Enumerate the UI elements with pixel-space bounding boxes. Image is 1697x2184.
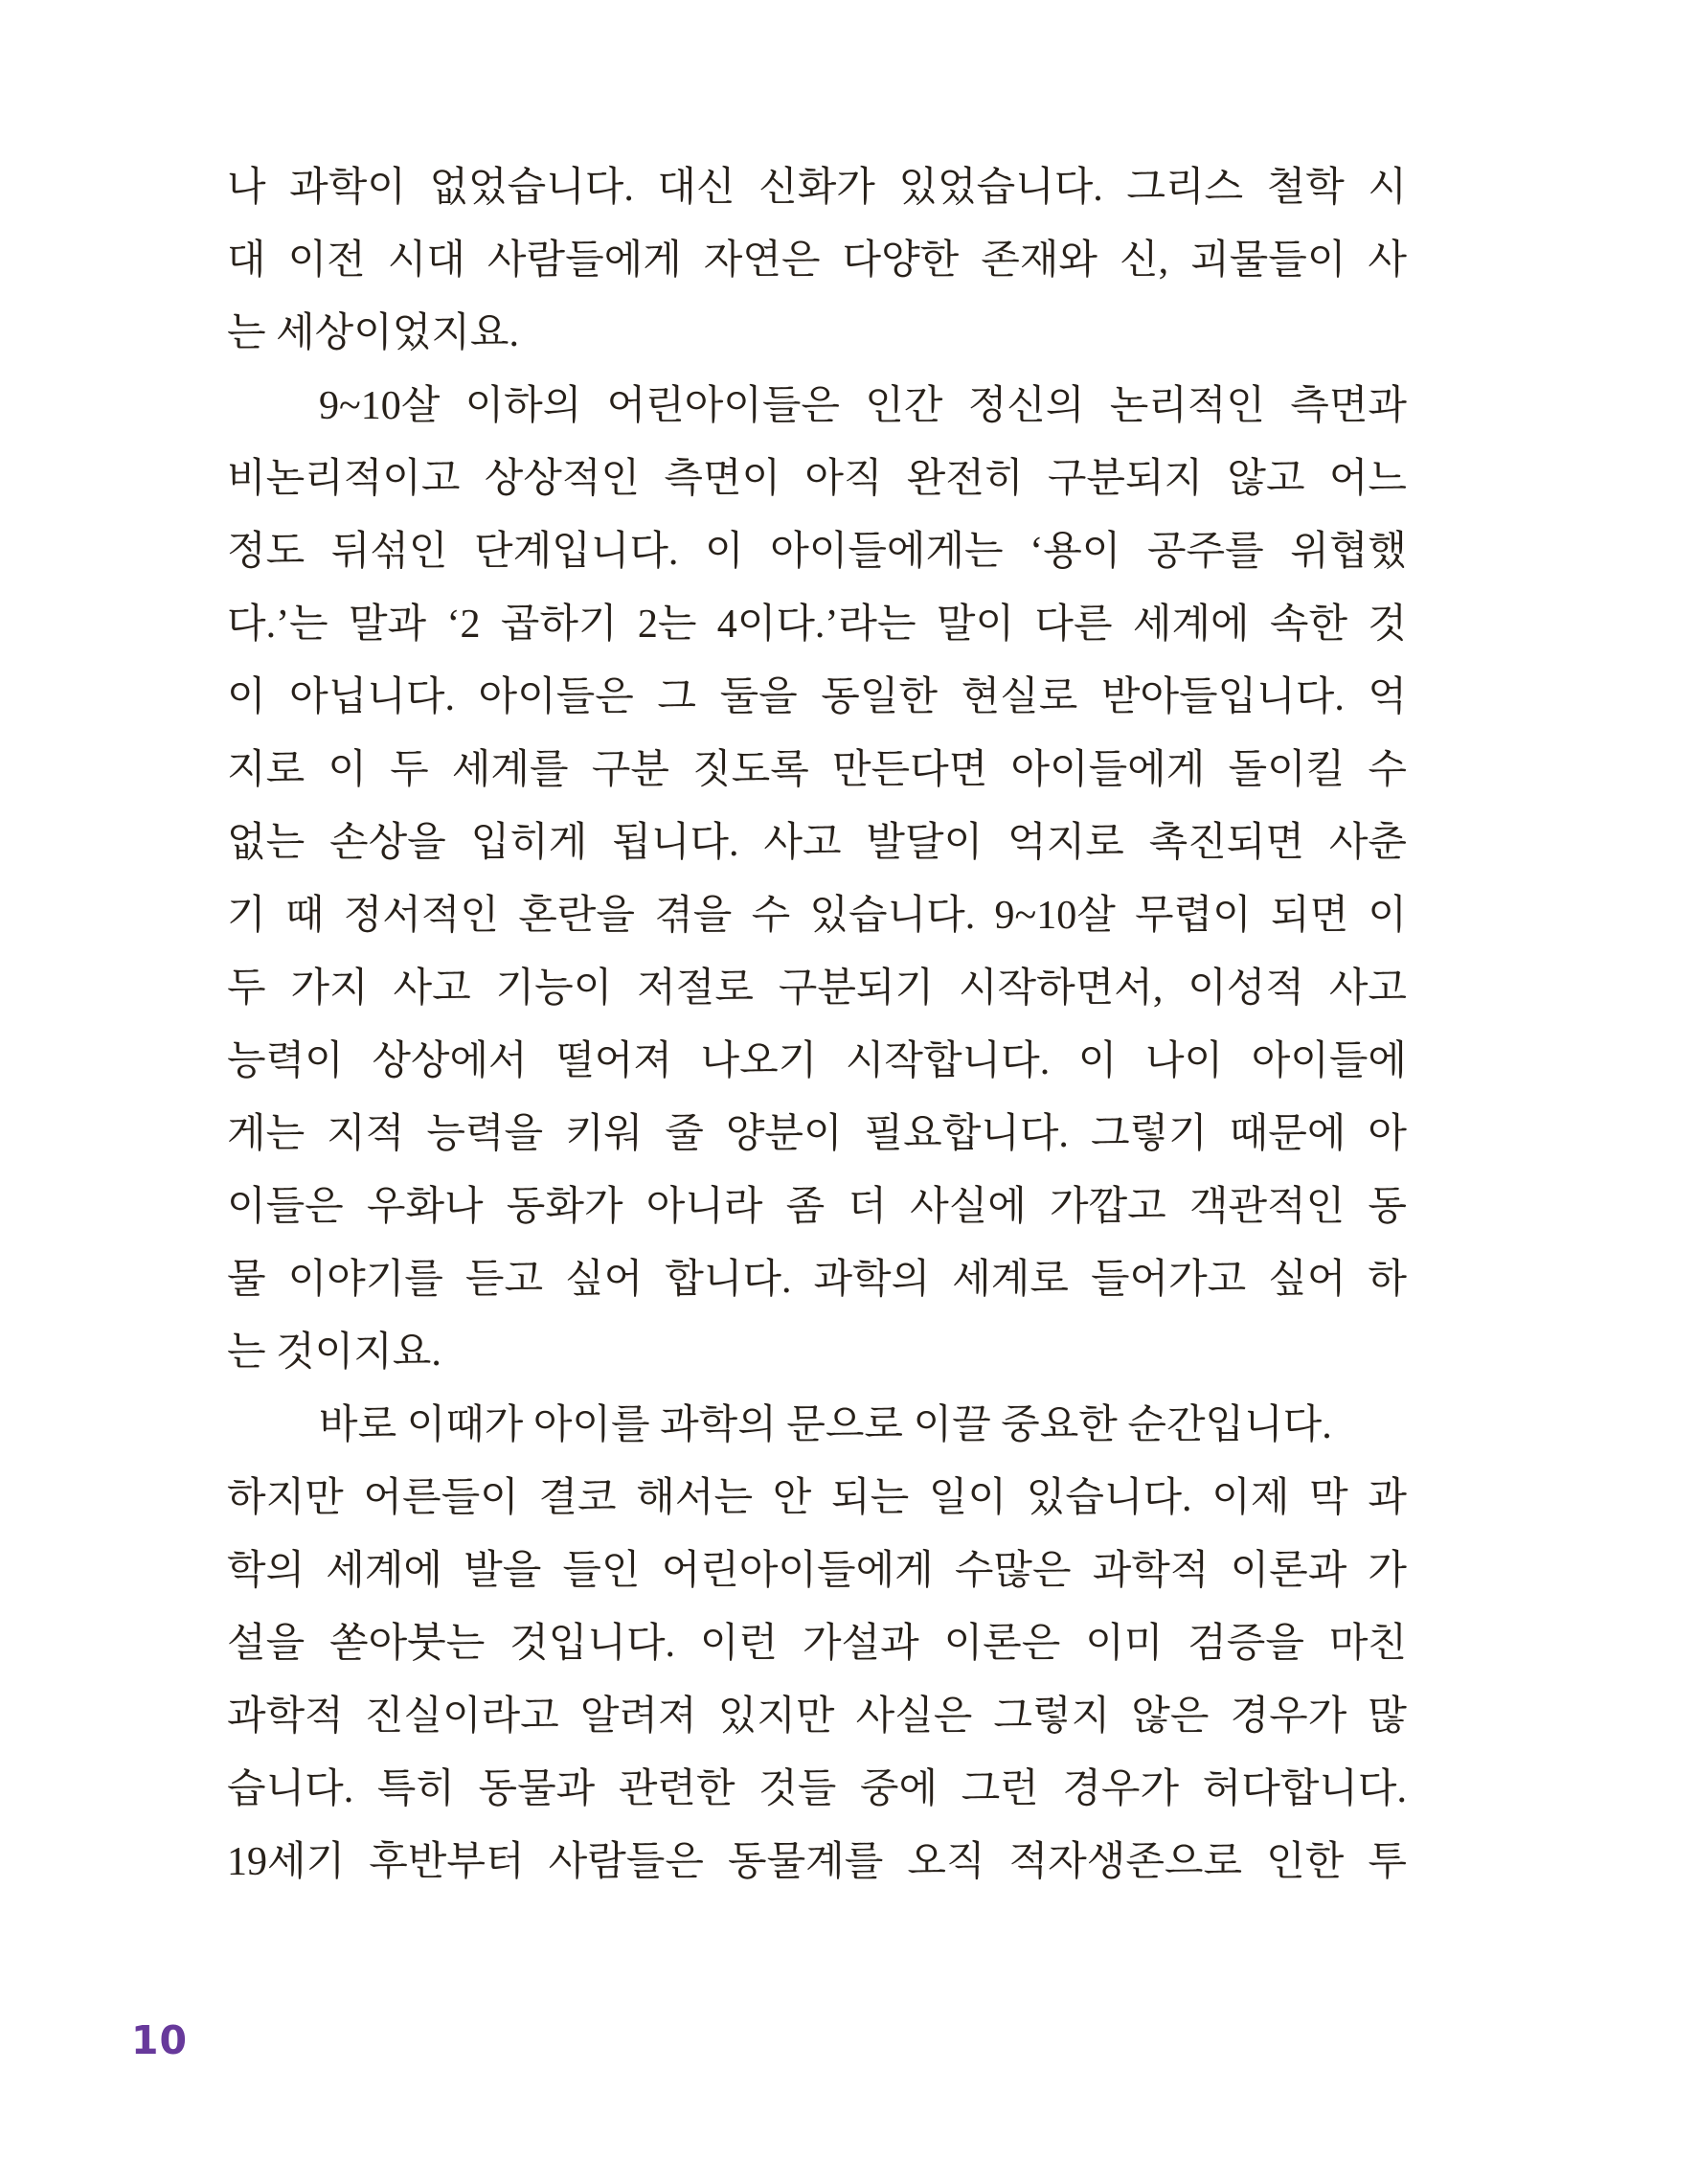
- text-line: 이 아닙니다. 아이들은 그 둘을 동일한 현실로 받아들입니다. 억: [227, 675, 1407, 719]
- text-line: 기 때 정서적인 혼란을 겪을 수 있습니다. 9~10살 무렵이 되면 이: [227, 894, 1407, 938]
- text-line: 는 세상이었지요.: [227, 311, 520, 355]
- text-line: 대 이전 시대 사람들에게 자연은 다양한 존재와 신, 괴물들이 사: [227, 239, 1407, 283]
- text-line: 능력이 상상에서 떨어져 나오기 시작합니다. 이 나이 아이들에: [227, 1039, 1407, 1083]
- text-line: 게는 지적 능력을 키워 줄 양분이 필요합니다. 그렇기 때문에 아: [227, 1112, 1407, 1156]
- text-line: 9~10살 이하의 어린아이들은 인간 정신의 논리적인 측면과: [319, 384, 1407, 428]
- text-line: 하지만 어른들이 결코 해서는 안 되는 일이 있습니다. 이제 막 과: [227, 1476, 1407, 1520]
- text-line: 학의 세계에 발을 들인 어린아이들에게 수많은 과학적 이론과 가: [227, 1549, 1407, 1593]
- text-line: 물 이야기를 듣고 싶어 합니다. 과학의 세계로 들어가고 싶어 하: [227, 1258, 1407, 1302]
- text-line: 과학적 진실이라고 알려져 있지만 사실은 그렇지 않은 경우가 많: [227, 1695, 1407, 1739]
- text-line: 바로 이때가 아이를 과학의 문으로 이끌 중요한 순간입니다.: [319, 1403, 1332, 1447]
- text-block: [227, 151, 1407, 1899]
- text-line: 없는 손상을 입히게 됩니다. 사고 발달이 억지로 촉진되면 사춘: [227, 821, 1407, 865]
- text-line: 나 과학이 없었습니다. 대신 신화가 있었습니다. 그리스 철학 시: [227, 166, 1407, 210]
- paragraph: [227, 370, 1407, 1389]
- page-number: 10: [131, 2017, 189, 2063]
- text-line: 지로 이 두 세계를 구분 짓도록 만든다면 아이들에게 돌이킬 수: [227, 748, 1407, 792]
- text-line: 정도 뒤섞인 단계입니다. 이 아이들에게는 ‘용이 공주를 위협했: [227, 530, 1407, 574]
- text-line: 다.’는 말과 ‘2 곱하기 2는 4이다.’라는 말이 다른 세계에 속한 것: [227, 603, 1407, 647]
- paragraph: [227, 1389, 1407, 1899]
- text-line: 설을 쏟아붓는 것입니다. 이런 가설과 이론은 이미 검증을 마친: [227, 1622, 1407, 1666]
- text-line: 는 것이지요.: [227, 1331, 441, 1375]
- text-line: 습니다. 특히 동물과 관련한 것들 중에 그런 경우가 허다합니다.: [227, 1767, 1407, 1811]
- text-line: 이들은 우화나 동화가 아니라 좀 더 사실에 가깝고 객관적인 동: [227, 1185, 1407, 1229]
- text-line: 두 가지 사고 기능이 저절로 구분되기 시작하면서, 이성적 사고: [227, 967, 1407, 1011]
- paragraph: [227, 151, 1407, 370]
- text-line: 비논리적이고 상상적인 측면이 아직 완전히 구분되지 않고 어느: [227, 457, 1407, 501]
- text-line: 19세기 후반부터 사람들은 동물계를 오직 적자생존으로 인한 투: [227, 1840, 1407, 1884]
